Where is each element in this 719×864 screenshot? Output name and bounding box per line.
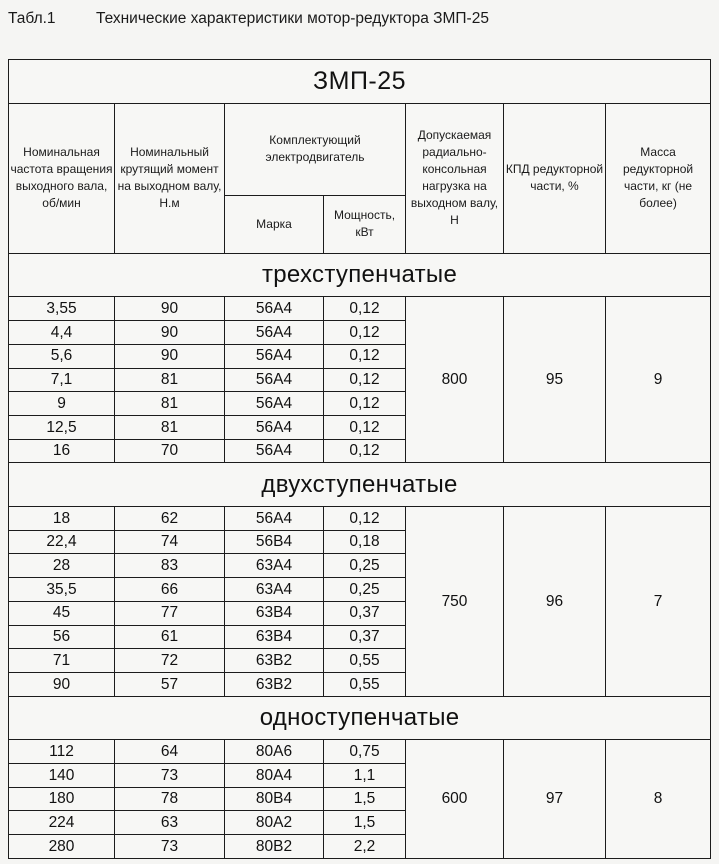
cell-power: 0,25: [324, 578, 406, 602]
cell-brand: 63В2: [225, 672, 324, 696]
cell-torque: 81: [115, 368, 225, 392]
cell-mass: 9: [606, 297, 711, 463]
cell-speed: 9: [9, 392, 115, 416]
cell-brand: 63В4: [225, 601, 324, 625]
cell-mass: 8: [606, 740, 711, 859]
cell-brand: 63В4: [225, 625, 324, 649]
cell-brand: 63А4: [225, 554, 324, 578]
cell-speed: 4,4: [9, 321, 115, 345]
table-number: Табл.1: [8, 10, 56, 27]
table-title: Технические характеристики мотор-редуктора ЗМП-25: [96, 10, 489, 27]
table-row: [9, 297, 711, 321]
header-motor-power: Мощность, кВт: [324, 195, 406, 253]
cell-power: 0,12: [324, 392, 406, 416]
cell-brand: 56А4: [225, 368, 324, 392]
cell-speed: 45: [9, 601, 115, 625]
cell-torque: 63: [115, 811, 225, 835]
cell-power: 2,2: [324, 835, 406, 859]
cell-brand: 80В2: [225, 835, 324, 859]
cell-torque: 64: [115, 740, 225, 764]
cell-efficiency: 96: [504, 506, 606, 696]
cell-brand: 56А4: [225, 439, 324, 463]
cell-power: 0,25: [324, 554, 406, 578]
section-title: трехступенчатые: [9, 253, 711, 297]
cell-speed: 7,1: [9, 368, 115, 392]
cell-brand: 80А4: [225, 763, 324, 787]
cell-brand: 56В4: [225, 530, 324, 554]
cell-efficiency: 95: [504, 297, 606, 463]
cell-brand: 56А4: [225, 392, 324, 416]
cell-radial-load: 750: [406, 506, 504, 696]
header-motor-brand: Марка: [225, 195, 324, 253]
cell-brand: 56А4: [225, 506, 324, 530]
header-efficiency: КПД редукторной части, %: [504, 103, 606, 253]
cell-brand: 80А2: [225, 811, 324, 835]
cell-speed: 71: [9, 649, 115, 673]
cell-brand: 56А4: [225, 297, 324, 321]
cell-torque: 77: [115, 601, 225, 625]
cell-power: 0,12: [324, 321, 406, 345]
cell-speed: 180: [9, 787, 115, 811]
cell-speed: 224: [9, 811, 115, 835]
cell-speed: 3,55: [9, 297, 115, 321]
cell-brand: 56А4: [225, 415, 324, 439]
header-speed: Номинальная частота вращения выходного вала, об/мин: [9, 103, 115, 253]
cell-torque: 66: [115, 578, 225, 602]
section-title: одноступенчатые: [9, 696, 711, 740]
cell-power: 0,12: [324, 344, 406, 368]
header-motor-group: Комплектующий электродвигатель: [225, 103, 406, 195]
cell-speed: 35,5: [9, 578, 115, 602]
cell-radial-load: 800: [406, 297, 504, 463]
cell-torque: 73: [115, 763, 225, 787]
header-mass: Масса редукторной части, кг (не более): [606, 103, 711, 253]
cell-torque: 90: [115, 297, 225, 321]
cell-torque: 73: [115, 835, 225, 859]
cell-power: 0,18: [324, 530, 406, 554]
cell-power: 0,55: [324, 672, 406, 696]
cell-efficiency: 97: [504, 740, 606, 859]
cell-brand: 56А4: [225, 321, 324, 345]
cell-power: 0,12: [324, 415, 406, 439]
cell-speed: 18: [9, 506, 115, 530]
cell-speed: 12,5: [9, 415, 115, 439]
spec-table-wrapper: [8, 59, 710, 859]
model-name: ЗМП-25: [9, 60, 711, 104]
cell-radial-load: 600: [406, 740, 504, 859]
header-torque: Номинальный крутящий момент на выходном валу, Н.м: [115, 103, 225, 253]
cell-power: 0,75: [324, 740, 406, 764]
cell-torque: 70: [115, 439, 225, 463]
section-title: двухступенчатые: [9, 463, 711, 507]
cell-torque: 90: [115, 344, 225, 368]
cell-torque: 72: [115, 649, 225, 673]
cell-torque: 81: [115, 415, 225, 439]
cell-torque: 81: [115, 392, 225, 416]
cell-brand: 63А4: [225, 578, 324, 602]
cell-torque: 74: [115, 530, 225, 554]
section-header-row: [9, 696, 711, 740]
cell-brand: 63В2: [225, 649, 324, 673]
cell-speed: 16: [9, 439, 115, 463]
cell-torque: 57: [115, 672, 225, 696]
cell-torque: 90: [115, 321, 225, 345]
cell-power: 0,37: [324, 601, 406, 625]
cell-power: 0,55: [324, 649, 406, 673]
cell-torque: 62: [115, 506, 225, 530]
cell-power: 0,12: [324, 439, 406, 463]
cell-speed: 22,4: [9, 530, 115, 554]
spec-table: [8, 59, 711, 859]
cell-speed: 28: [9, 554, 115, 578]
cell-speed: 90: [9, 672, 115, 696]
cell-power: 0,37: [324, 625, 406, 649]
cell-power: 1,5: [324, 811, 406, 835]
cell-speed: 5,6: [9, 344, 115, 368]
table-row: [9, 506, 711, 530]
cell-brand: 80В4: [225, 787, 324, 811]
cell-power: 1,5: [324, 787, 406, 811]
header-radial-load: Допускаемая радиально-консольная нагрузка на выходном валу, Н: [406, 103, 504, 253]
cell-power: 0,12: [324, 368, 406, 392]
cell-power: 0,12: [324, 297, 406, 321]
section-header-row: [9, 463, 711, 507]
column-header-row: [9, 103, 711, 195]
cell-power: 0,12: [324, 506, 406, 530]
cell-torque: 61: [115, 625, 225, 649]
table-row: [9, 740, 711, 764]
cell-speed: 56: [9, 625, 115, 649]
cell-brand: 56А4: [225, 344, 324, 368]
cell-power: 1,1: [324, 763, 406, 787]
cell-torque: 78: [115, 787, 225, 811]
cell-torque: 83: [115, 554, 225, 578]
cell-speed: 280: [9, 835, 115, 859]
model-header-row: [9, 60, 711, 104]
cell-speed: 140: [9, 763, 115, 787]
section-header-row: [9, 253, 711, 297]
cell-speed: 112: [9, 740, 115, 764]
cell-brand: 80А6: [225, 740, 324, 764]
cell-mass: 7: [606, 506, 711, 696]
